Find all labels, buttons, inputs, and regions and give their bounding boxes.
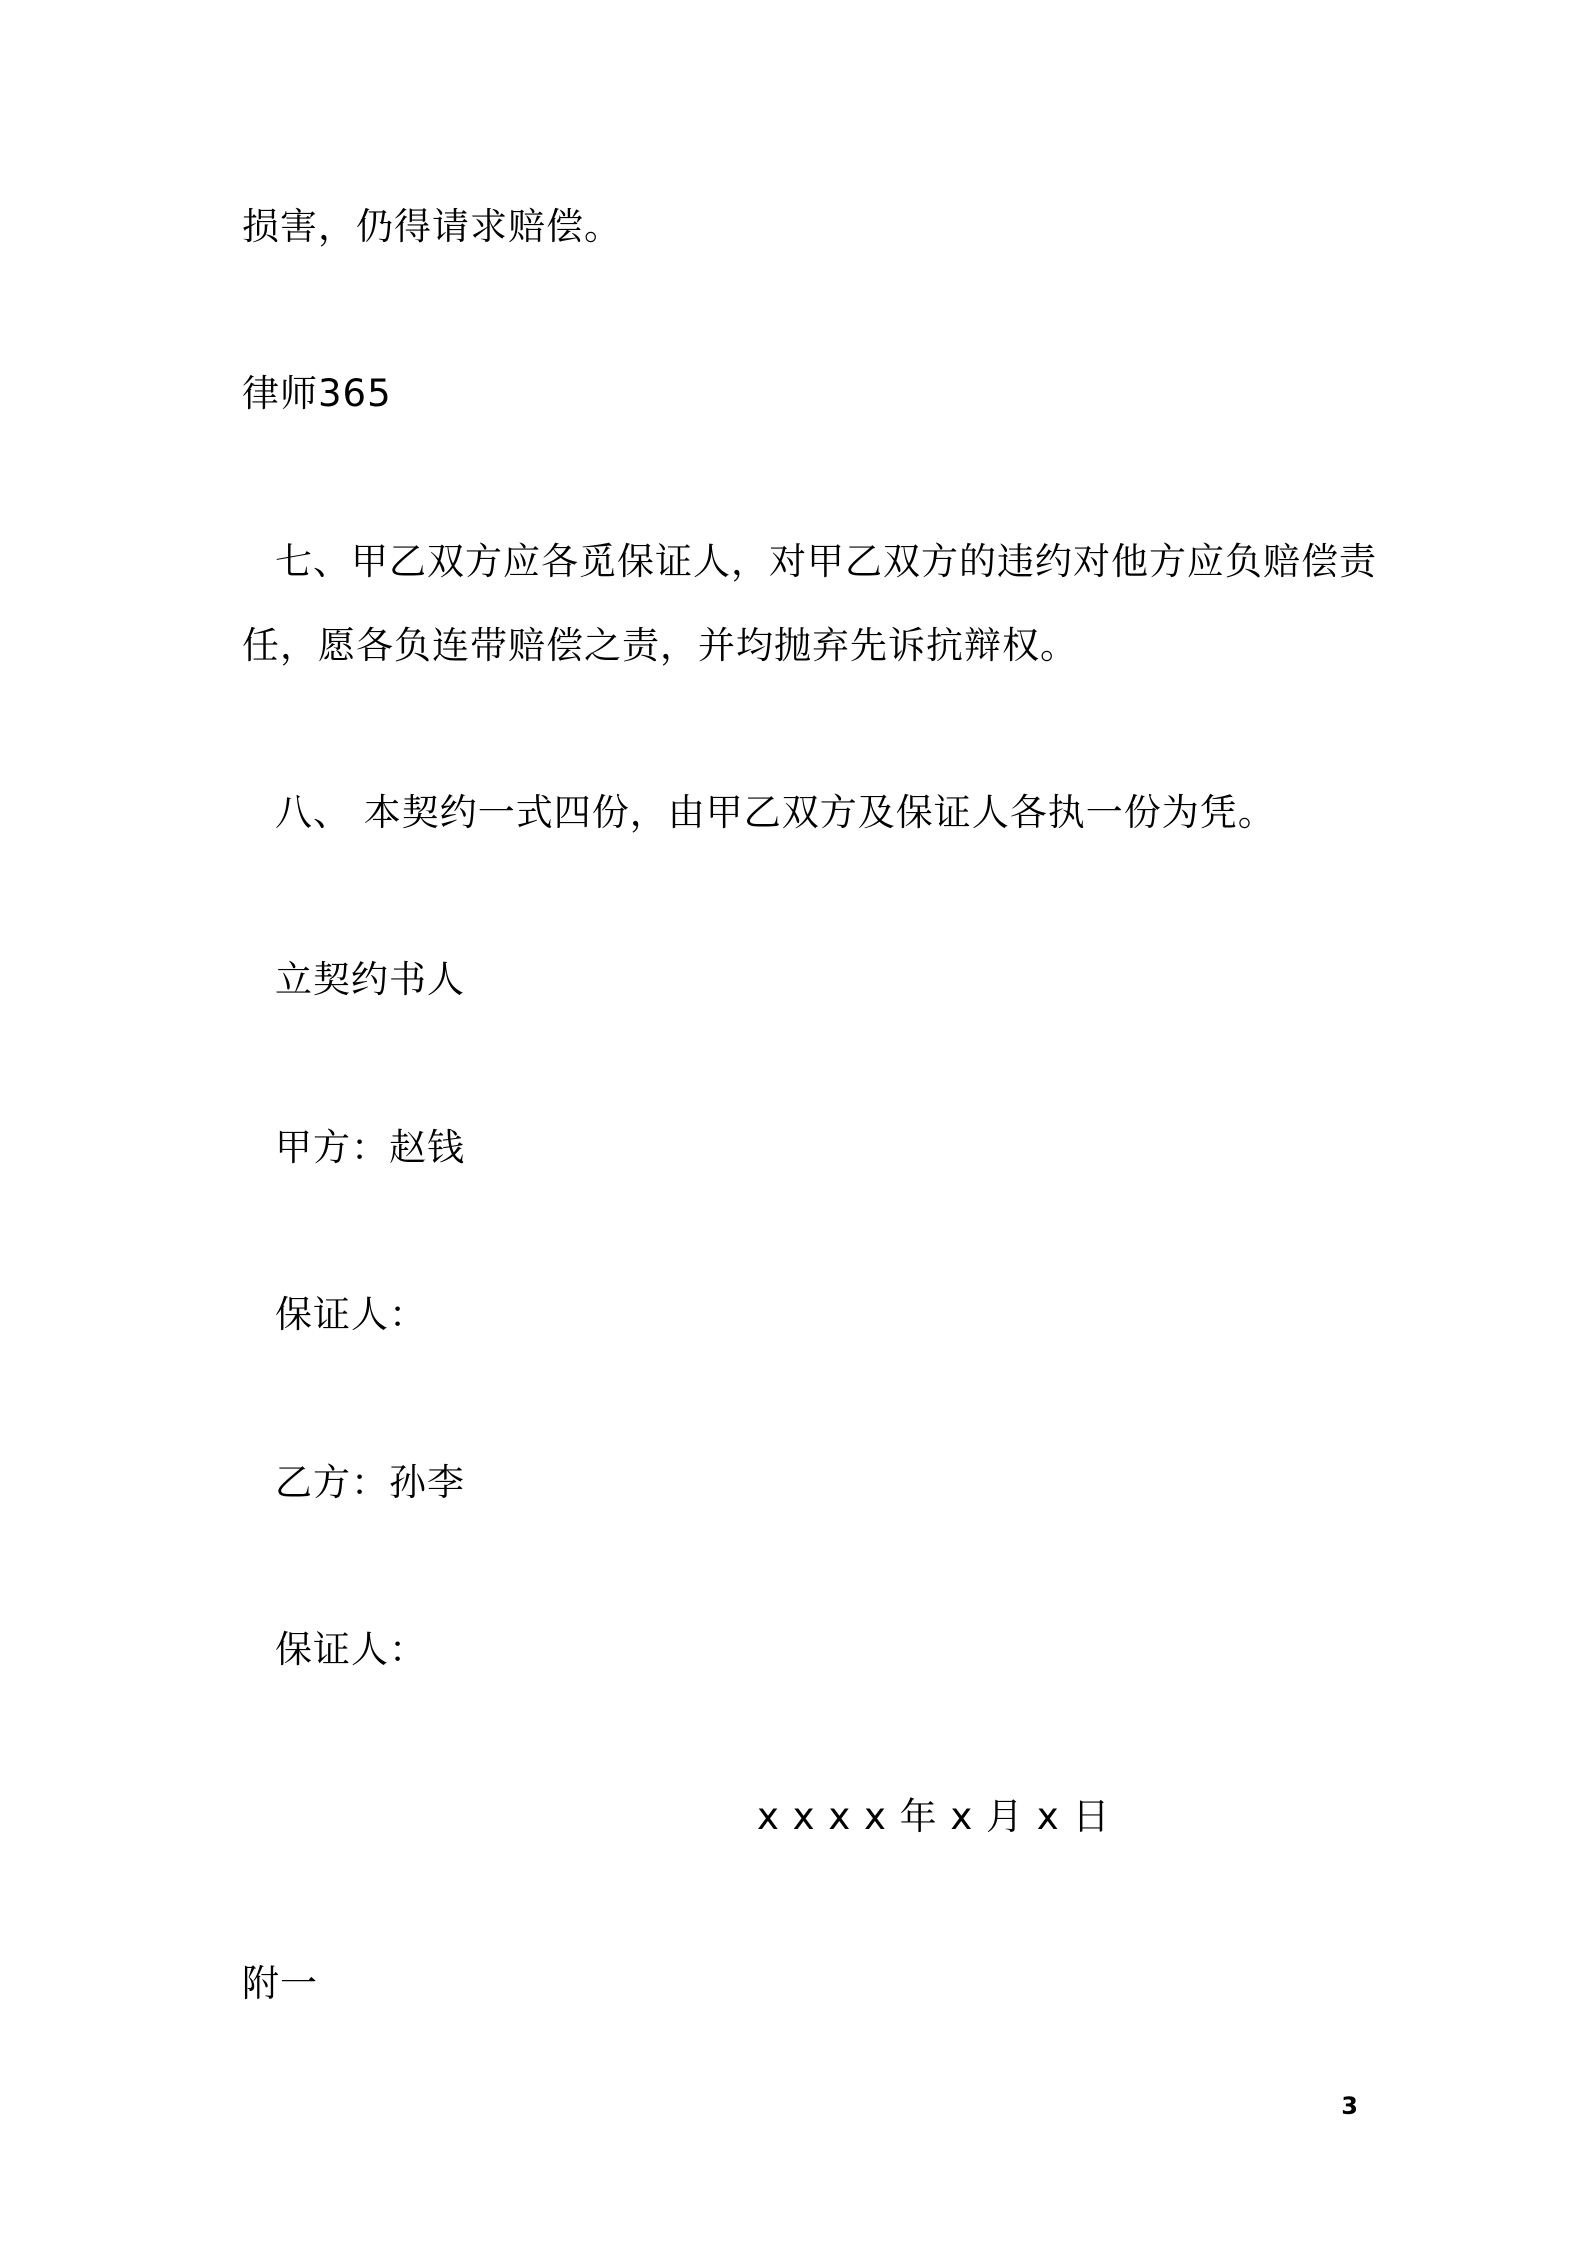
- page-number: 3: [1341, 2092, 1358, 2120]
- damages-continuation-line: 损害，仍得请求赔偿。: [242, 205, 622, 248]
- clause-7-line-1: 七、甲乙双方应各觅保证人，对甲乙双方的违约对他方应负赔偿责: [275, 540, 1377, 583]
- party-b-line: 乙方：孙李: [275, 1461, 465, 1504]
- signatories-heading: 立契约书人: [275, 958, 465, 1001]
- clause-7-line-2: 任，愿各负连带赔偿之责，并均抛弃先诉抗辩权。: [242, 624, 1078, 667]
- guarantor-a-line: 保证人：: [275, 1293, 427, 1336]
- source-note: 律师365: [242, 372, 392, 415]
- guarantor-b-line: 保证人：: [275, 1628, 427, 1671]
- clause-8: 八、 本契约一式四份，由甲乙双方及保证人各执一份为凭。: [275, 791, 1276, 834]
- party-a-line: 甲方：赵钱: [275, 1126, 465, 1169]
- appendix-label: 附一: [242, 1962, 318, 2005]
- date-line: x x x x 年 x 月 x 日: [757, 1795, 1111, 1838]
